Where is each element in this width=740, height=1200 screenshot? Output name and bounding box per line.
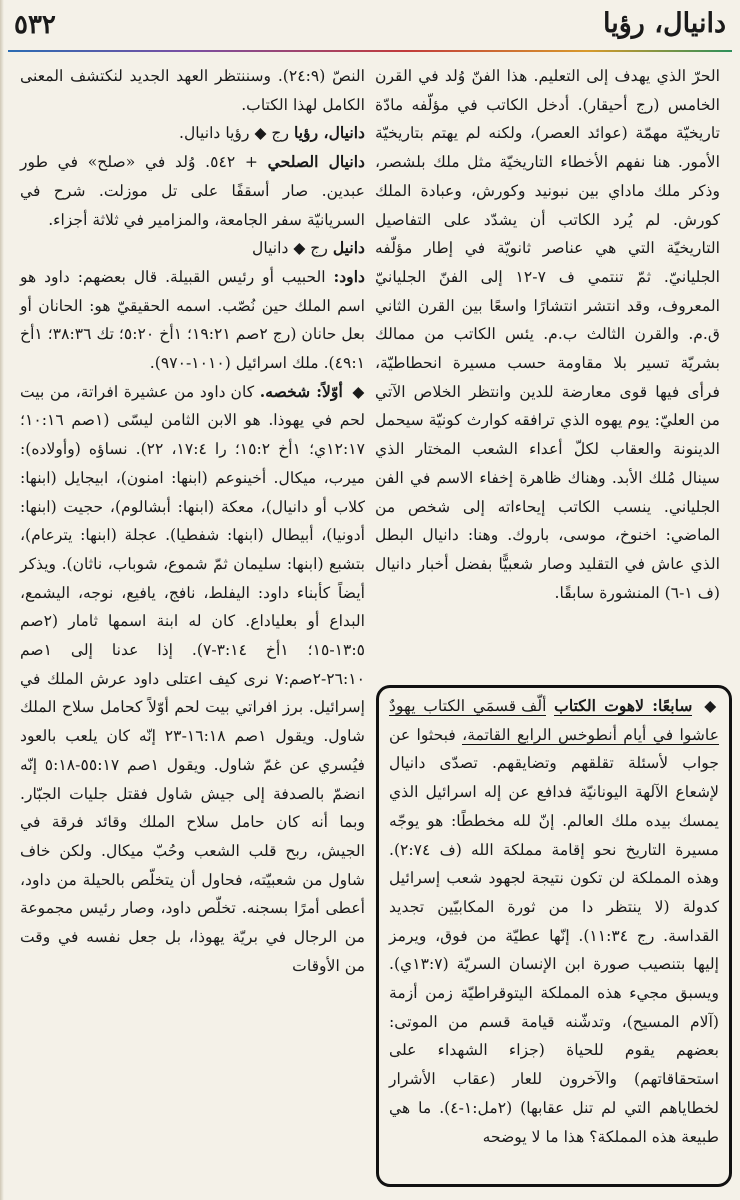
right-column [375,62,720,607]
entry-text: + ٥٤٢. وُلد في «صلح» في طور عبدين. صار أسقفًا على تل موزلت. شرح في السريانيّة سفر الجامعة، والمزامير في ثلاثة أجزاء. [20,153,365,229]
entry-term: داود: [333,266,365,286]
section-text: كان داود من عشيرة افراتة، من بيت لحم في يهوذا. هو الابن الثامن ليسّى (١صم ١٠:١٦؛ ١٢:١٧ي؛ ١أخ ١٥:٢؛ را ١٧:٤، ٢٢). نساؤه (وأولاده): ميرب، ميكال. أخينوعم (ابنها: امنون)، ابيجايل (ابنها: كلاب أو دانيال)، معكة (ابنها: أبشالوم)، حجيت (ابنها: أدونيا)، أبيطال (ابنها: شفطيا). عجلة (ابنها: يترعام)، بتشبع (ابنها: سليمان ثمّ شموع، شوباب، ناثان). ويذكر أيضاً كأبناء داود: اليفلط، نافج، يافيع، نوجه، اليشمع، البداع أو بعلياداع. كان له ابنة اسمها ثامار (٢صم ١٣:٥-١٥؛ ١أخ ٣:١٤-٧). إذا عدنا إلى ١صم ٢٦:١٠-٢صم:٧ نرى كيف اعتلى داود عرش الملك في إسرائيل. برز افراتي بيت لحم أوّلاً كحامل سلاح الملك شاول. ويقول ١صم ١٦:١٨-٢٣ إنّه كان يلعب بالعود فيُسري عن غمّ شاول. ويقول ١صم ٥٥:١٧-٥:١٨ إنّه انضمّ بالصدفة إلى جيش شاول فقتل جليات الجبّار. وبما أنه كان حامل سلاح الملك وقائد فرقة في الجيش، ربح قلب الشعب وحُبّ ميكال. ولكن خاف شاول من شعبيّته، فحاول أن يتخلّص بالحيلة من داود، أعطى أمرًا بسجنه. تخلّص داود، وصار رئيس مجموعة من الرجال في بريّة يهوذا، بل جعل نفسه في وقت من الأوقات [20,382,366,975]
entry [20,263,365,378]
box-heading: سابعًا: لاهوت الكتاب [554,696,693,715]
entry-text: الحبيب أو رئيس القبيلة. قال بعضهم: داود هو اسم الملك حين نُصّب. اسمه الحقيقيّ هو: الحانان أو بعل حانان (رج ٢صم ١٩:٢١؛ ١أخ ٥:٢٠؛ تك ٣٨:٣٦؛ ١أخ ٤٩:١). ملك اسرائيل (١٠١٠-٩٧٠). [20,267,366,373]
page-number: ٥٣٢ [14,10,56,40]
scan-edge-shadow [0,0,4,1200]
entry-term: دانيال الصلحي [267,152,365,172]
header-rule [8,50,732,52]
bullet-icon: ◆ [352,381,366,401]
running-title: دانيال، رؤيا [603,8,726,39]
theology-box [376,685,732,1187]
bullet-icon: ◆ [704,696,719,715]
right-column-paragraph: الحرّ الذي يهدف إلى التعليم. هذا الفنّ وُلد في القرن الخامس (رج أحيقار). أدخل الكاتب في مؤلّفه مادّة تاريخيّة مهمّة (عوائد العصر)، ولكنه لم يهتم بتاريخيّة الأمور. هنا نفهم الأخطاء التاريخيّة مثل ملك بلشصر، وذكر ملك ماداي بين نبونيد وكورش، وعبادة الملك كورش. لم يُرد الكاتب أن يشدّد على التفاصيل التاريخيّة التي هي عناصر ثانويّة في إطار مؤلّفه الجليانيّ. ثمّ تنتمي ف ٧-١٢ إلى الفنّ الجليانيّ المعروف، وقد انتشر انتشارًا واسعًا بين القرن الثاني ق.م. والقرن الثالث ب.م. يئس الكاتب من ممالك بشريّة تسير بلا مقاومة حسب مسيرة انحطاطيّة، فرأى فيها قوى معارضة للدين وانتظر الخلاص الآتي من العليّ: يوم يهوه الذي ترافقه كوارث كونيّة سيحمل الدينونة والعقاب لكلّ أعداء الشعب المختار الذي سينال مُلك الأبد. وهناك ظاهرة إخفاء الاسم في الفن الجلياني. ينسب الكاتب إيحاءاته إلى شخص من الماضي: اخنوخ، موسى، باروك. وهنا: دانيال البطل الذي عاش في التقليد وصار شعبيًّا بفضل أخبار دانيال (ف ١-٦) المنشورة سابقًا. [375,67,720,602]
page-header [0,0,740,54]
left-column [20,62,365,981]
entry-term: دانيل [332,238,365,258]
section-first [20,378,365,981]
section-heading: أوّلاً: شخصه. [259,381,343,401]
box-heading-rest: ألّف قسمَي الكتاب يهودٌ عاشوا في أيام أنطوخس الرابع القاتمة، [389,697,719,744]
entry-term: دانيال، رؤيا [293,123,365,143]
entry-text: رج ◆ رؤيا دانيال. [179,124,289,143]
entry [20,119,365,148]
entry [20,234,365,263]
left-intro: النصّ (٢٤:٩). وسننتظر العهد الجديد لنكتشف المعنى الكامل لهذا الكتاب. [20,67,365,114]
entry-text: رج ◆ دانيال [251,239,328,258]
entry [20,148,365,234]
box-body: فبحثوا عن جواب لأسئلة تقلقهم وتضايقهم. تصدّى دانيال لإشعاع الآلهة اليونانيّة فدافع عن إله اسرائيل الذي يمسك بيده ملك العالم. إنّ لله مخططًا: هو يوجّه مسيرة التاريخ نحو إقامة مملكة الله (ف ٢:٧٤). وهذه المملكة لن تكون نتيجة لجهود شعب إسرائيل كدولة (لا ينتظر دا من ثورة المكابيّين تجديد القداسة. رج ١١:٣٤). إنّها عطيّة من فوق، ويرمز إليها بتنصيب صورة ابن الإنسان السريّة (١٣:٧ي). ويسبق مجيء هذه المملكة اليتوقراطيّة زمن أزمة (آلام المسيح)، وتدشّنه قيامة قسم من الموتى: بعضهم يقوم للحياة (جزاء الشهداء على استحقاقاتهم) والآخرون للعار (عقاب الأشرار لخطاياهم التي لم تنل عقابها) (٢مل:١-٤). ما هي طبيعة هذه المملكة؟ هذا ما لا يوضحه [389,725,719,1146]
